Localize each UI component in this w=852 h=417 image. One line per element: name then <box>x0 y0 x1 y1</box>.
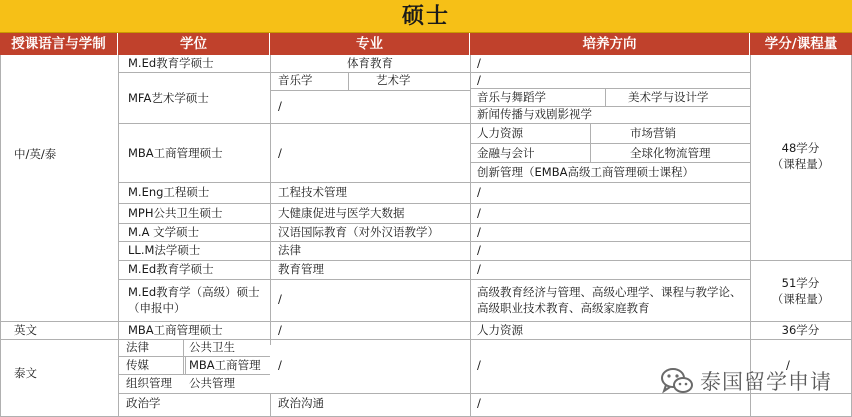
major-pe: 体育教育 <box>347 56 393 70</box>
major-law: 法律 <box>278 243 301 257</box>
group-label-thai: 泰文 <box>14 366 37 380</box>
major-health-bigdata: 大健康促进与医学大数据 <box>278 206 405 220</box>
degree-ma: M.A 文学硕士 <box>128 225 200 239</box>
major-th: / <box>278 358 282 372</box>
credits-b-value: 51学分 <box>781 276 820 290</box>
watermark-text: 泰国留学申请 <box>700 370 832 394</box>
degree-mph: MPH公共卫生硕士 <box>128 206 223 220</box>
direction-en-hr: 人力资源 <box>477 323 523 337</box>
major-art: 艺术学 <box>376 73 411 87</box>
direction-meng: / <box>477 185 481 199</box>
group-label-cn-en-th: 中/英/泰 <box>14 147 57 161</box>
degree-med-2: M.Ed教育学硕士 <box>128 262 214 276</box>
degree-th-public-health: 公共卫生 <box>189 340 235 354</box>
credits-a-note: （课程量） <box>771 157 830 171</box>
header-major: 专业 <box>270 33 470 55</box>
direction-th: / <box>477 358 481 372</box>
major-engineering-mgmt: 工程技术管理 <box>278 185 347 199</box>
major-mba: / <box>278 146 282 160</box>
degree-th-politics: 政治学 <box>126 396 161 410</box>
major-edu-mgmt: 教育管理 <box>278 262 324 276</box>
degree-th-mba: MBA工商管理 <box>189 358 261 372</box>
direction-innovation: 创新管理（EMBA高级工商管理硕士课程） <box>477 165 694 179</box>
page-title: 硕士 <box>0 0 852 33</box>
direction-journalism-film: 新闻传播与戏剧影视学 <box>477 107 592 121</box>
direction-logistics: 全球化物流管理 <box>630 146 711 160</box>
degree-mba: MBA工商管理硕士 <box>128 146 223 160</box>
direction-hr: 人力资源 <box>477 126 523 140</box>
group-label-english: 英文 <box>14 323 37 337</box>
direction-med-advanced: 高级教育经济与管理、高级心理学、课程与教学论、高级职业技术教育、高级家庭教育 <box>477 285 742 315</box>
watermark <box>660 364 832 398</box>
direction-med: / <box>477 56 481 70</box>
direction-llm: / <box>477 243 481 257</box>
major-mfa-rest: / <box>278 99 282 113</box>
degree-mfa: MFA艺术学硕士 <box>128 91 209 105</box>
degree-meng: M.Eng工程硕士 <box>128 185 210 199</box>
direction-mfa-top: / <box>477 73 481 87</box>
direction-finance: 金融与会计 <box>477 146 535 160</box>
degree-en-mba: MBA工商管理硕士 <box>128 323 223 337</box>
direction-music-dance: 音乐与舞蹈学 <box>477 90 546 104</box>
major-med-advanced: / <box>278 292 282 306</box>
major-chinese-intl: 汉语国际教育（对外汉语教学） <box>278 225 439 239</box>
degree-llm: LL.M法学硕士 <box>128 243 201 257</box>
major-th-political-comm: 政治沟通 <box>278 396 324 410</box>
credits-en: 36学分 <box>781 323 820 337</box>
degree-th-media: 传媒 <box>126 358 149 372</box>
header-degree: 学位 <box>118 33 270 55</box>
degree-th-org-mgmt: 组织管理 <box>126 376 172 390</box>
header-direction: 培养方向 <box>470 33 750 55</box>
degree-th-law: 法律 <box>126 340 149 354</box>
direction-fine-arts-design: 美术学与设计学 <box>628 90 709 104</box>
credits-b-note: （课程量） <box>771 292 830 306</box>
header-credits: 学分/课程量 <box>750 33 852 55</box>
direction-mph: / <box>477 206 481 220</box>
direction-ma: / <box>477 225 481 239</box>
wechat-icon <box>660 366 694 396</box>
credits-a-value: 48学分 <box>781 141 820 155</box>
degree-med: M.Ed教育学硕士 <box>128 56 214 70</box>
header-language: 授课语言与学制 <box>0 33 118 55</box>
major-en-mba: / <box>278 323 282 337</box>
direction-marketing: 市场营销 <box>630 126 676 140</box>
degree-med-advanced: M.Ed教育学（高级）硕士（申报中） <box>128 285 260 315</box>
major-musicology: 音乐学 <box>278 73 313 87</box>
direction-med-2: / <box>477 262 481 276</box>
credits-th: / <box>786 358 790 372</box>
degree-th-public-admin: 公共管理 <box>189 376 235 390</box>
direction-th-politics: / <box>477 396 481 410</box>
